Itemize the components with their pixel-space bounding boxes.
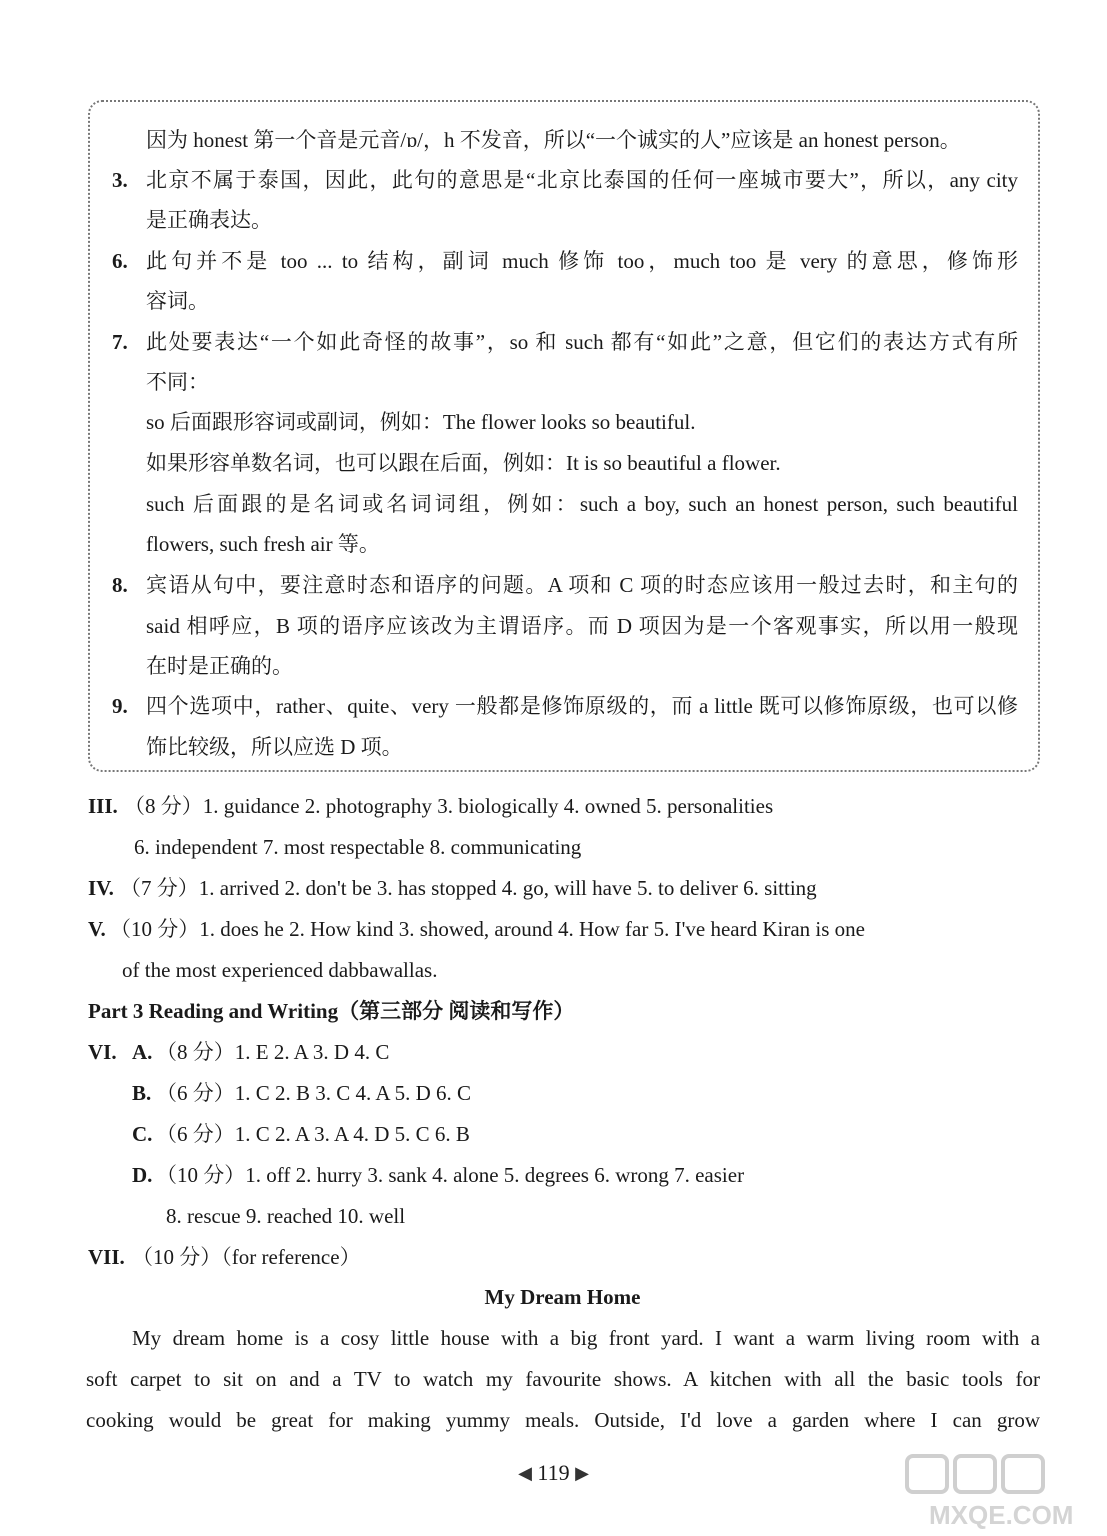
note-line: so 后面跟形容词或副词，例如：The flower looks so beautiful. bbox=[146, 410, 696, 434]
subsection-label: C. bbox=[132, 1122, 153, 1146]
note-number: 8. bbox=[112, 573, 128, 597]
note-line: 饰比较级，所以应选 D 项。 bbox=[146, 735, 403, 759]
answer-line: （10 分）（for reference） bbox=[132, 1245, 361, 1269]
answer-line: of the most experienced dabbawallas. bbox=[122, 958, 438, 982]
answer-line: 8. rescue 9. reached 10. well bbox=[166, 1204, 406, 1228]
essay-line: cooking would be great for making yummy meals. Outside, I'd love a garden where I can grow bbox=[86, 1408, 1040, 1432]
essay-title: My Dream Home bbox=[484, 1285, 641, 1309]
note-line: 容词。 bbox=[146, 289, 209, 313]
note-line: 因为 honest 第一个音是元音/ɒ/，h 不发音，所以“一个诚实的人”应该是 an honest person。 bbox=[146, 128, 961, 152]
note-line: 如果形容单数名词，也可以跟在后面，例如：It is so beautiful a flower. bbox=[146, 451, 781, 475]
answer-line: （8 分）1. guidance 2. photography 3. biologically 4. owned 5. personalities bbox=[124, 794, 774, 818]
note-number: 3. bbox=[112, 168, 128, 192]
note-line: 四个选项中，rather、quite、very 一般都是修饰原级的，而 a little 既可以修饰原级，也可以修 bbox=[146, 694, 1018, 718]
note-line: flowers, such fresh air 等。 bbox=[146, 532, 380, 556]
note-line: 此句并不是 too ... to 结构，副词 much 修饰 too，much too 是 very 的意思，修饰形 bbox=[146, 249, 1018, 273]
section-label: IV. bbox=[88, 876, 114, 900]
section-label: VI. bbox=[88, 1040, 117, 1064]
answer-line: （10 分）1. does he 2. How kind 3. showed, around 4. How far 5. I've heard Kiran is one bbox=[110, 917, 865, 941]
subsection-label: B. bbox=[132, 1081, 152, 1105]
essay-line: My dream home is a cosy little house with a big front yard. I want a warm living room with a bbox=[132, 1326, 1040, 1350]
note-number: 7. bbox=[112, 330, 128, 354]
note-line: 在时是正确的。 bbox=[146, 654, 293, 678]
section-label: V. bbox=[88, 917, 106, 941]
triangle-right-icon: ▶ bbox=[575, 1463, 589, 1483]
section-label: III. bbox=[88, 794, 118, 818]
note-line: said 相呼应，B 项的语序应该改为主谓语序。而 D 项因为是一个客观事实，所以用一般现 bbox=[146, 614, 1018, 638]
answer-line: （8 分）1. E 2. A 3. D 4. C bbox=[156, 1040, 390, 1064]
note-line: such 后面跟的是名词或名词词组，例如：such a boy, such an honest person, such beautiful bbox=[146, 492, 1018, 516]
note-number: 6. bbox=[112, 249, 128, 273]
note-line: 北京不属于泰国，因此，此句的意思是“北京比泰国的任何一座城市要大”，所以，any city bbox=[146, 168, 1018, 192]
part-heading: Part 3 Reading and Writing（第三部分 阅读和写作） bbox=[88, 999, 575, 1023]
watermark-logo bbox=[899, 1450, 1099, 1530]
svg-text:MXQE.COM: MXQE.COM bbox=[929, 1500, 1074, 1530]
subsection-label: A. bbox=[132, 1040, 153, 1064]
triangle-left-icon: ◀ bbox=[518, 1463, 532, 1483]
answer-line: 6. independent 7. most respectable 8. communicating bbox=[134, 835, 582, 859]
note-line: 是正确表达。 bbox=[146, 208, 272, 232]
answer-line: （10 分）1. off 2. hurry 3. sank 4. alone 5. degrees 6. wrong 7. easier bbox=[156, 1163, 745, 1187]
subsection-label: D. bbox=[132, 1163, 153, 1187]
note-line: 此处要表达“一个如此奇怪的故事”，so 和 such 都有“如此”之意，但它们的表达方式有所 bbox=[146, 330, 1018, 354]
answer-line: （7 分）1. arrived 2. don't be 3. has stopped 4. go, will have 5. to deliver 6. sitting bbox=[120, 876, 817, 900]
answer-line: （6 分）1. C 2. A 3. A 4. D 5. C 6. B bbox=[156, 1122, 470, 1146]
section-label: VII. bbox=[88, 1245, 125, 1269]
note-line: 不同： bbox=[146, 370, 209, 394]
answer-line: （6 分）1. C 2. B 3. C 4. A 5. D 6. C bbox=[156, 1081, 472, 1105]
page-number: 119 bbox=[537, 1460, 570, 1485]
note-line: 宾语从句中，要注意时态和语序的问题。A 项和 C 项的时态应该用一般过去时，和主句的 bbox=[146, 573, 1018, 597]
note-number: 9. bbox=[112, 694, 128, 718]
essay-line: soft carpet to sit on and a TV to watch my favourite shows. A kitchen with all the basic tools for bbox=[86, 1367, 1040, 1391]
